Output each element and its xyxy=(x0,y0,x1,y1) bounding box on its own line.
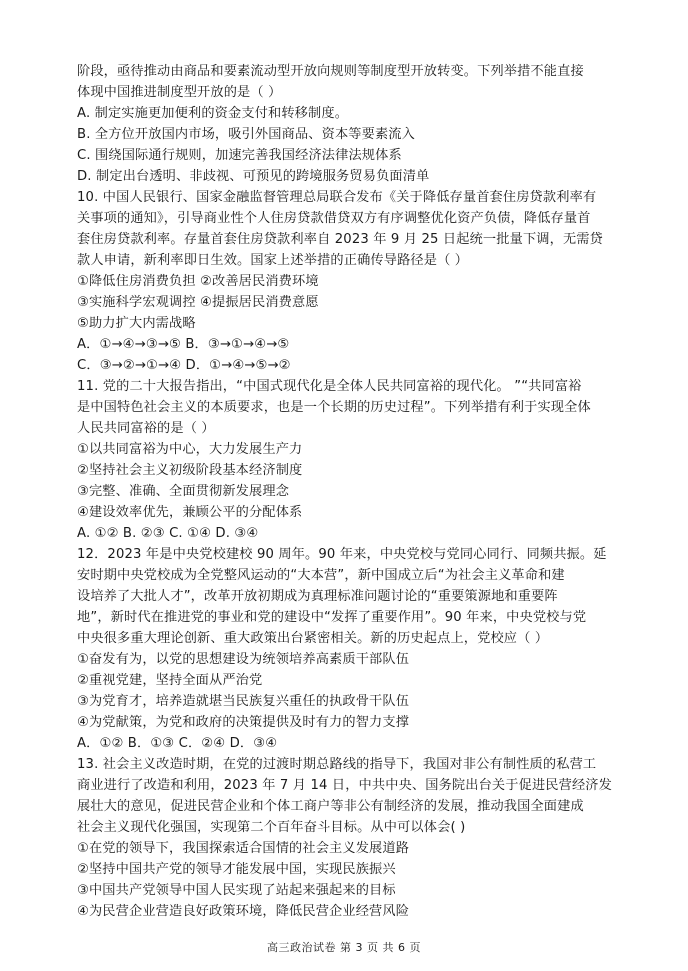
text-line: A．①→④→③→⑤ B．③→①→④→⑤ xyxy=(77,337,290,352)
text-line: 阶段，亟待推动由商品和要素流动型开放向规则等制度型开放转变。下列举措不能直接 xyxy=(77,64,584,79)
text-line: ②坚持社会主义初级阶段基本经济制度 xyxy=(77,463,303,478)
text-line: 是中国特色社会主义的本质要求，也是一个长期的历史过程”。下列举措有利于实现全体 xyxy=(77,400,591,415)
text-line: A. 制定实施更加便利的资金支付和转移制度。 xyxy=(77,106,349,121)
text-line: ①奋发有为，以党的思想建设为统领培养高素质干部队伍 xyxy=(77,652,410,667)
text-line: 设培养了大批人才”，改革开放初期成为真理标准问题讨论的“重要策源地和重要阵 xyxy=(77,589,558,604)
text-line: B. 全方位开放国内市场，吸引外国商品、资本等要素流入 xyxy=(77,127,415,142)
text-line: A. ①② B. ②③ C. ①④ D. ③④ xyxy=(77,526,259,541)
text-line: D. 制定出台透明、非歧视、可预见的跨境服务贸易负面清单 xyxy=(77,169,430,184)
text-line: 10. 中国人民银行、国家金融监督管理总局联合发布《关于降低存量首套住房贷款利率有 xyxy=(77,190,597,205)
text-line: 款人申请，新利率即日生效。国家上述举措的正确传导路径是（ ） xyxy=(77,253,469,268)
text-line: A．①② B．①③ C．②④ D．③④ xyxy=(77,736,278,751)
text-line: 安时期中央党校成为全党整风运动的“大本营”，新中国成立后“为社会主义革命和建 xyxy=(77,568,565,583)
text-line: ①降低住房消费负担 ②改善居民消费环境 xyxy=(77,274,319,289)
text-line: ①以共同富裕为中心，大力发展生产力 xyxy=(77,442,303,457)
text-line: C. 围绕国际通行规则，加速完善我国经济法律法规体系 xyxy=(77,148,402,163)
text-line: 中央很多重大理论创新、重大政策出台紧密相关。新的历史起点上，党校应（ ） xyxy=(77,631,549,646)
text-line: ②坚持中国共产党的领导才能发展中国，实现民族振兴 xyxy=(77,862,396,877)
text-line: ③实施科学宏观调控 ④提振居民消费意愿 xyxy=(77,295,319,310)
text-line: ②重视党建，坚持全面从严治党 xyxy=(77,673,263,688)
text-line: ④为民营企业营造良好政策环境，降低民营企业经营风险 xyxy=(77,904,410,919)
text-line: ④建设效率优先，兼顾公平的分配体系 xyxy=(77,505,303,520)
text-line: 13. 社会主义改造时期，在党的过渡时期总路线的指导下，我国对非公有制性质的私营工 xyxy=(77,757,597,772)
text-line: 人民共同富裕的是（ ） xyxy=(77,421,215,436)
text-line: 12．2023 年是中央党校建校 90 周年。90 年来，中央党校与党同心同行、同频共振。延 xyxy=(77,547,607,562)
text-line: ③为党育才，培养造就堪当民族复兴重任的执政骨干队伍 xyxy=(77,694,410,709)
text-line: 社会主义现代化强国，实现第二个百年奋斗目标。从中可以体会( ) xyxy=(77,820,466,835)
text-line: 体现中国推进制度型开放的是（ ） xyxy=(77,85,282,100)
text-line: ⑤助力扩大内需战略 xyxy=(77,316,196,331)
text-line: ③中国共产党领导中国人民实现了站起来强起来的目标 xyxy=(77,883,396,898)
page-footer: 高三政治试卷 第 3 页 共 6 页 xyxy=(267,941,421,954)
text-line: 商业进行了改造和利用，2023 年 7 月 14 日，中共中央、国务院出台关于促进民营经济发 xyxy=(77,778,612,793)
text-line: 套住房贷款利率。存量首套住房贷款利率自 2023 年 9 月 25 日起统一批量下调，无需贷 xyxy=(77,232,603,247)
text-line: 地”，新时代在推进党的事业和党的建设中“发挥了重要作用”。90 年来，中央党校与党 xyxy=(77,610,587,625)
text-line: ④为党献策，为党和政府的决策提供及时有力的智力支撑 xyxy=(77,715,410,730)
text-line: ①在党的领导下，我国探索适合国情的社会主义发展道路 xyxy=(77,841,410,856)
text-line: C．③→②→①→④ D．①→④→⑤→② xyxy=(77,358,291,373)
text-line: 展壮大的意见，促进民营企业和个体工商户等非公有制经济的发展，推动我国全面建成 xyxy=(77,799,584,814)
text-line: 关事项的通知》，引导商业性个人住房贷款借贷双方有序调整优化资产负债，降低存量首 xyxy=(77,211,591,226)
text-line: 11. 党的二十大报告指出，“中国式现代化是全体人民共同富裕的现代化。 ”“共同富裕 xyxy=(77,379,582,394)
text-line: ③完整、准确、全面贯彻新发展理念 xyxy=(77,484,290,499)
